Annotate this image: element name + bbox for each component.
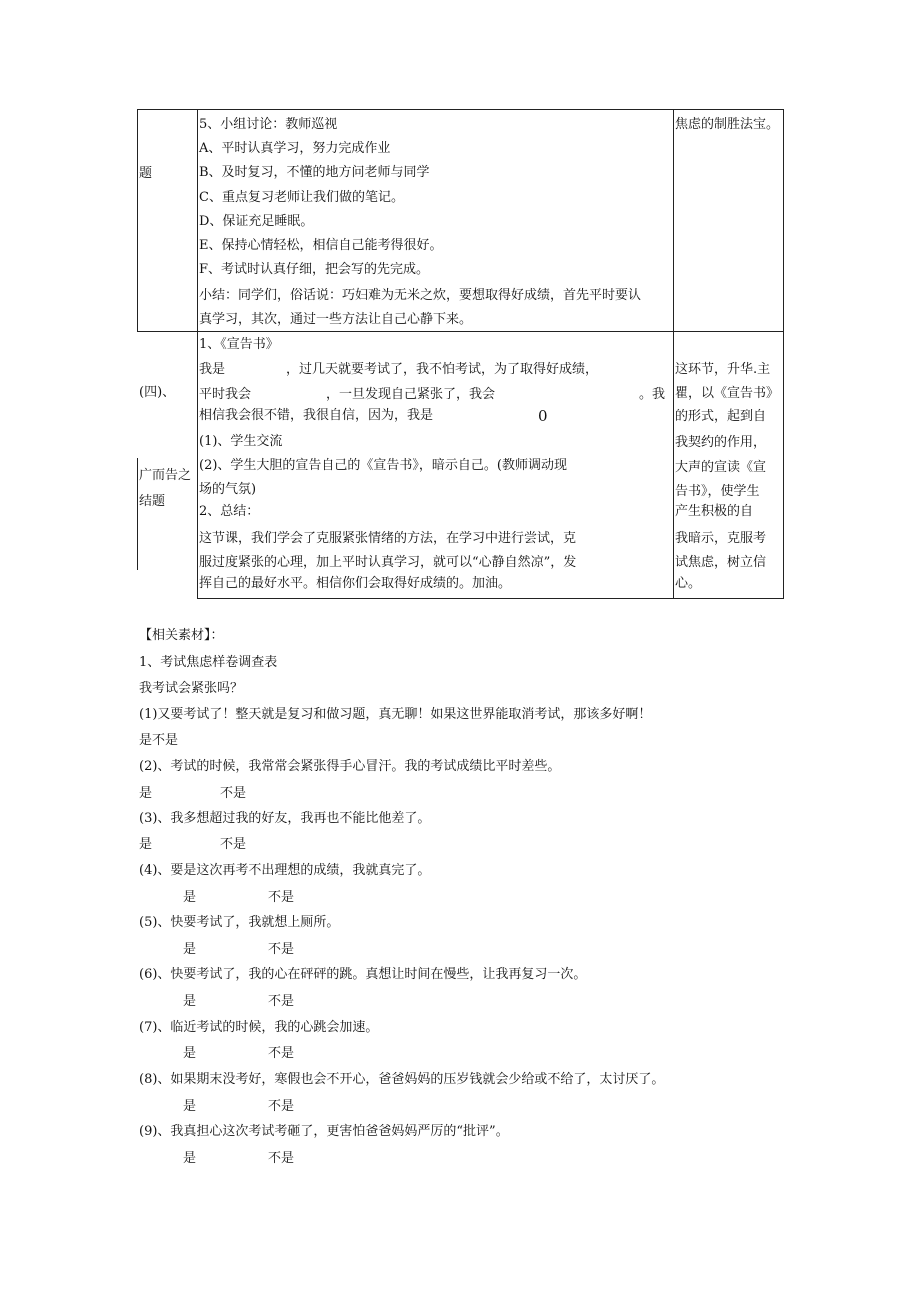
row1-left-label: 题 [139, 166, 153, 181]
survey-answer-8-no: 不是 [268, 1099, 295, 1114]
declaration-line-1a: 我是 [199, 362, 226, 377]
survey-answer-3-no: 不是 [220, 837, 247, 852]
row2-right-line-7: 产生积极的自 [675, 504, 754, 519]
survey-question: 我考试会紧张吗？ [139, 681, 244, 696]
table-left-border-row2 [137, 458, 138, 570]
survey-answer-7-yes: 是 [183, 1046, 197, 1061]
table-col-divider-1 [197, 109, 198, 599]
table-col-divider-2 [673, 109, 674, 599]
row2-right-line-2: 瞿，以《宣告书》 [675, 386, 780, 401]
student-exchange: (1)、学生交流 [199, 434, 283, 449]
survey-answer-4-no: 不是 [268, 890, 295, 905]
row1-summary-line-2: 真学习，其次，通过一些方法让自己心静下来。 [199, 312, 473, 327]
row1-summary-line-1: 小结：同学们，俗话说：巧妇难为无米之炊，要想取得好成绩，首先平时要认 [199, 288, 642, 303]
survey-item-5: (5)、快要考试了，我就想上厕所。 [139, 915, 340, 930]
row2-right-line-4: 我契约的作用， [675, 435, 767, 450]
survey-item-3: (3)、我多想超过我的好友，我再也不能比他差了。 [139, 811, 431, 826]
student-declare-line-1: (2)、学生大胆的宣告自己的《宣告书》，暗示自己。(教师调动现 [199, 458, 567, 473]
declaration-line-1b: ，过几天就要考试了，我不怕考试，为了取得好成绩， [286, 362, 599, 377]
survey-answer-7-no: 不是 [268, 1046, 295, 1061]
declaration-title: 1、《宣告书》 [199, 337, 279, 352]
table-left-border-row1 [137, 109, 138, 332]
survey-item-7: (7)、临近考试的时候，我的心跳会加速。 [139, 1020, 379, 1035]
declaration-line-2b: ，一旦发现自己紧张了，我会 [326, 387, 496, 402]
row2-left-label-line-2: 结题 [139, 494, 166, 509]
row2-right-line-5: 大声的宣读《宣 [675, 460, 767, 475]
row1-line-6: E、保持心情轻松，相信自己能考得很好。 [199, 238, 443, 253]
declaration-line-3b: 0 [538, 407, 548, 425]
table-top-border [137, 109, 783, 110]
survey-item-6: (6)、快要考试了，我的心在砰砰的跳。真想让时间在慢些，让我再复习一次。 [139, 967, 587, 982]
survey-item-2: (2)、考试的时候，我常常会紧张得手心冒汗。我的考试成绩比平时差些。 [139, 759, 561, 774]
survey-item-1: (1)又要考试了！整天就是复习和做习题，真无聊！如果这世界能取消考试，那该多好啊！ [139, 707, 652, 722]
survey-answer-3-yes: 是 [139, 837, 153, 852]
survey-item-4: (4)、要是这次再考不出理想的成绩，我就真完了。 [139, 863, 431, 878]
survey-answer-2-yes: 是 [139, 786, 153, 801]
declaration-line-2a: 平时我会 [199, 387, 252, 402]
summary-line-1: 这节课，我们学会了克服紧张情绪的方法，在学习中进行尝试，克 [199, 531, 577, 546]
row1-line-4: C、重点复习老师让我们做的笔记。 [199, 190, 404, 205]
declaration-line-3a: 相信我会很不错，我很自信，因为，我是 [199, 408, 434, 423]
survey-answer-5-yes: 是 [183, 942, 197, 957]
declaration-line-2c: 。我 [639, 387, 666, 402]
survey-answer-4-yes: 是 [183, 890, 197, 905]
row2-left-label-line-1: 广而告之 [139, 468, 192, 483]
survey-answer-2-no: 不是 [220, 786, 247, 801]
row1-line-5: D、保证充足睡眠。 [199, 214, 314, 229]
table-row-divider [137, 331, 783, 332]
table-bottom-border [197, 598, 783, 599]
survey-answer-5-no: 不是 [268, 942, 295, 957]
row2-right-line-9: 试焦虑，树立信 [675, 555, 767, 570]
row2-right-line-1: 这环节，升华.主 [675, 362, 771, 377]
survey-item-8: (8)、如果期末没考好，寒假也会不开心，爸爸妈妈的压岁钱就会少给或不给了，太讨厌了。 [139, 1072, 665, 1087]
survey-answer-1: 是不是 [139, 733, 179, 748]
row1-line-1: 5、小组讨论：教师巡视 [199, 117, 338, 132]
survey-answer-9-no: 不是 [268, 1151, 295, 1166]
table-right-border [783, 109, 784, 599]
summary-heading: 2、总结： [199, 504, 260, 519]
row2-right-line-10: 心。 [675, 576, 702, 591]
survey-title: 1、考试焦虑样卷调查表 [139, 655, 278, 670]
survey-answer-9-yes: 是 [183, 1151, 197, 1166]
survey-item-9: (9)、我真担心这次考试考砸了，更害怕爸爸妈妈严厉的“批评”。 [139, 1124, 509, 1139]
row1-line-3: B、及时复习，不懂的地方问老师与同学 [199, 165, 430, 180]
row2-left-label-top: (四)、 [139, 385, 176, 400]
row1-right-note: 焦虑的制胜法宝。 [675, 117, 780, 132]
survey-answer-8-yes: 是 [183, 1099, 197, 1114]
row2-right-line-8: 我暗示，克服考 [675, 531, 767, 546]
materials-heading: 【相关素材】： [139, 628, 224, 643]
row2-right-line-6: 告书》，使学生 [675, 484, 760, 499]
survey-answer-6-yes: 是 [183, 994, 197, 1009]
row1-line-7: F、考试时认真仔细，把会写的先完成。 [199, 262, 430, 277]
summary-line-2: 服过度紧张的心理，加上平时认真学习，就可以“心静自然凉”，发 [199, 555, 577, 570]
survey-answer-6-no: 不是 [268, 994, 295, 1009]
row1-line-2: A、平时认真学习，努力完成作业 [199, 141, 391, 156]
student-declare-line-2: 场的气氛) [199, 482, 257, 497]
row2-right-line-3: 的形式，起到自 [675, 409, 767, 424]
summary-line-3: 挥自己的最好水平。相信你们会取得好成绩的。加油。 [199, 576, 512, 591]
